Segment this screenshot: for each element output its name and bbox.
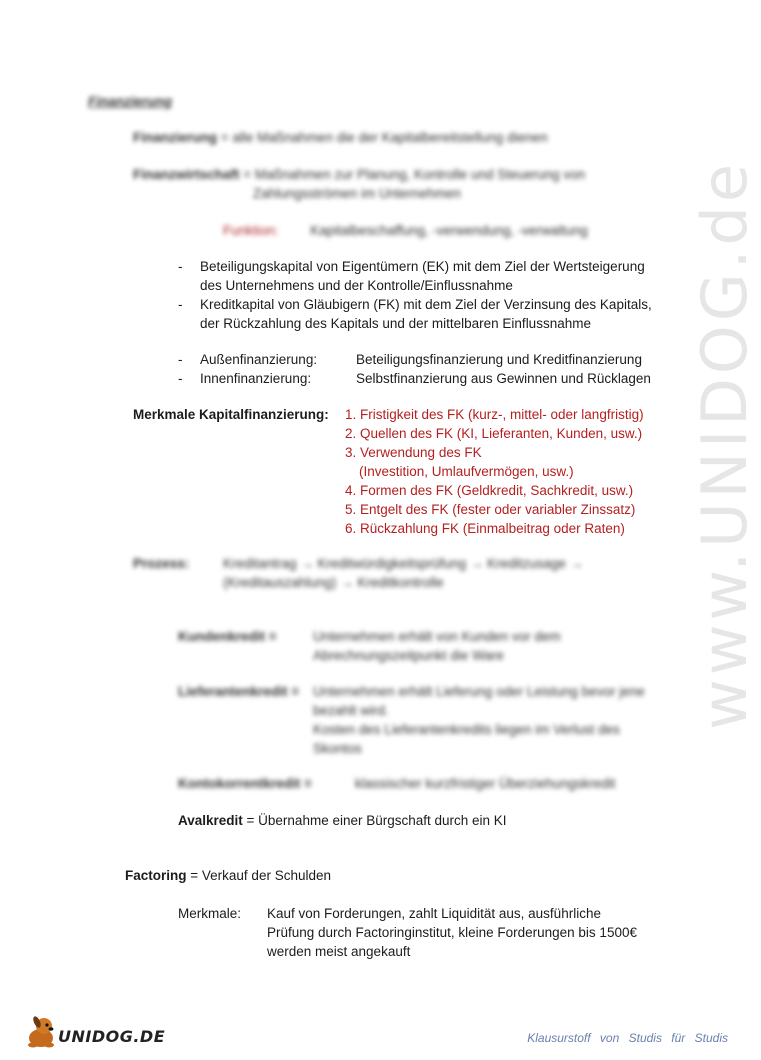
footer-tagline: Klausurstoff von Studis für Studis (527, 1031, 728, 1045)
list-item: - Außenfinanzierung: Beteiligungsfinanzierung und Kreditfinanzierung (178, 352, 642, 367)
definition-finanzwirtschaft: Finanzwirtschaft = Maßnahmen zur Planung, Kontrolle und Steuerung von (133, 167, 586, 182)
factoring-merkmale-label: Merkmale: (178, 906, 242, 921)
kundenkredit-text: Unternehmen erhält von Kunden vor dem Abrechnungszeitpunkt die Ware (313, 629, 561, 663)
factoring-merkmale-text: Kauf von Forderungen, zahlt Liquidität aus, ausführliche Prüfung durch Factoringinstitut, kleine Forderungen bis 1500€ werden meist angekauft (267, 906, 637, 959)
funktion-label: Funktion: (223, 223, 279, 238)
merkmale-list (345, 405, 644, 538)
avalkredit-line: Avalkredit = Übernahme einer Bürgschaft durch ein KI (178, 813, 507, 828)
page-title: Finanzierung (88, 94, 172, 109)
prozess-text: Kreditantrag → Kreditwürdigkeitsprüfung → Kreditzusage → (Kreditauszahlung) → Kreditkontrolle (223, 556, 584, 590)
kundenkredit-term: Kundenkredit = (178, 629, 277, 644)
list-item: 4. Formen des FK (Geldkredit, Sachkredit, usw.) (345, 483, 634, 498)
lieferantenkredit-text: Unternehmen erhält Lieferung oder Leistung bevor jene bezahlt wird. Kosten des Lieferantenkredits liegen im Verlust des Skontos (313, 684, 645, 756)
list-item: 3. Verwendung des FK (345, 445, 482, 460)
list-item: - Beteiligungskapital von Eigentümern (EK) mit dem Ziel der Wertsteigerung des Unternehmens und der Kontrolle/Einflussnahme (178, 259, 645, 293)
funktion-text: Kapitalbeschaffung, -verwendung, -verwaltung (310, 223, 588, 238)
list-item: 5. Entgelt des FK (fester oder variabler Zinssatz) (345, 502, 636, 517)
list-item: 6. Rückzahlung FK (Einmalbeitrag oder Raten) (345, 521, 625, 536)
merkmale-label: Merkmale Kapitalfinanzierung: (133, 407, 329, 422)
funktion-line (223, 221, 588, 240)
lieferantenkredit-term: Lieferantenkredit = (178, 684, 300, 699)
definition-finanzierung: Finanzierung = alle Maßnahmen die der Kapitalbereitstellung dienen (133, 130, 548, 145)
list-item: - Kreditkapital von Gläubigern (FK) mit dem Ziel der Verzinsung des Kapitals, der Rückzahlung des Kapitals und der mittelbaren Einflussnahme (178, 297, 652, 331)
logo-text: UNIDOG.DE (58, 1027, 166, 1046)
list-item: 1. Fristigkeit des FK (kurz-, mittel- oder langfristig) (345, 407, 644, 422)
kontokorrentkredit-term: Kontokorrentkredit = (178, 776, 312, 791)
list-item: 2. Quellen des FK (KI, Lieferanten, Kunden, usw.) (345, 426, 643, 441)
factoring-line: Factoring = Verkauf der Schulden (125, 868, 331, 883)
list-item: (Investition, Umlaufvermögen, usw.) (359, 464, 574, 479)
prozess-label: Prozess: (133, 556, 190, 571)
watermark-text: www.UNIDOG.de (688, 160, 761, 730)
definition-finanzwirtschaft-cont: Zahlungsströmen im Unternehmen (253, 186, 461, 201)
list-item: - Innenfinanzierung: Selbstfinanzierung aus Gewinnen und Rücklagen (178, 371, 651, 386)
kontokorrentkredit-text: klassischer kurzfristiger Überziehungskredit (355, 776, 616, 791)
dog-logo-icon (22, 1014, 60, 1055)
